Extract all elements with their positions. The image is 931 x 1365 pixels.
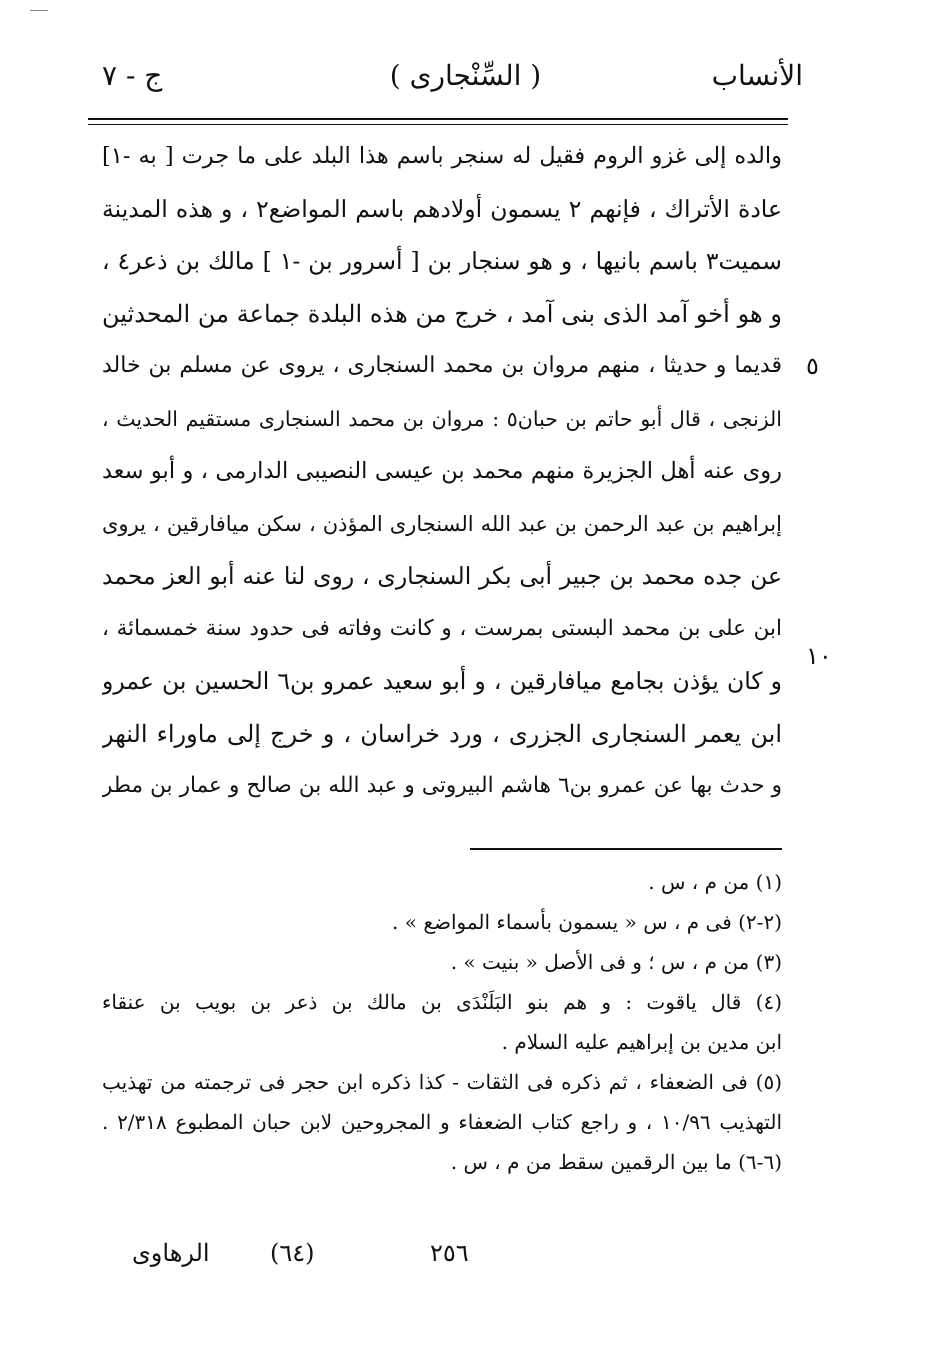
footnote-4: (٤) قال ياقوت : و هم بنو البَلَنْدَى بن مالك بن ذعر بن بويب بن عنقاء bbox=[102, 990, 782, 1014]
footnote-separator bbox=[470, 848, 782, 850]
running-header-volume: ج - ٧ bbox=[102, 59, 163, 92]
page-number: ٢٥٦ bbox=[430, 1239, 469, 1267]
footnote-5-cont: التهذيب ١٠/٩٦ ، و راجع كتاب الضعفاء و المجروحين لابن حبان المطبوع ٢/٣١٨ . bbox=[102, 1110, 782, 1134]
text-line: قديما و حديثا ، منهم مروان بن محمد السنجارى ، يروى عن مسلم بن خالد bbox=[102, 353, 782, 378]
scan-mark bbox=[30, 10, 48, 11]
text-line: ابن يعمر السنجارى الجزرى ، ورد خراسان ، و خرج إلى ماوراء النهر bbox=[102, 719, 782, 748]
text-line: و حدث بها عن عمرو بن٦ هاشم البيروتى و عبد الله بن صالح و عمار بن مطر bbox=[102, 773, 782, 798]
text-line: عادة الأتراك ، فإنهم ٢ يسمون أولادهم باسم المواضع٢ ، و هذه المدينة bbox=[102, 194, 782, 223]
text-line: والده إلى غزو الروم فقيل له سنجر باسم هذا البلد على ما جرت [ به -١] bbox=[102, 143, 782, 169]
text-line: ابن على بن محمد البستى بمرست ، و كانت وفاته فى حدود سنة خمسمائة ، bbox=[102, 615, 782, 641]
footnote-3: (٣) من م ، س ؛ و فى الأصل « بنيت » . bbox=[450, 950, 782, 974]
line-number-5: ٥ bbox=[806, 352, 819, 380]
text-line: إبراهيم بن عبد الرحمن بن عبد الله السنجارى المؤذن ، سكن ميافارقين ، يروى bbox=[102, 511, 782, 536]
main-text bbox=[102, 130, 782, 813]
text-line: سميت٣ باسم بانيها ، و هو سنجار بن [ أسرور بن -١ ] مالك بن ذعر٤ ، bbox=[102, 247, 782, 275]
footnote-4-cont: ابن مدين بن إبراهيم عليه السلام . bbox=[501, 1030, 782, 1054]
text-line: و كان يؤذن بجامع ميافارقين ، و أبو سعيد عمرو بن٦ الحسين بن عمرو bbox=[102, 667, 782, 695]
text-line: الزنجى ، قال أبو حاتم بن حبان٥ : مروان بن محمد السنجارى مستقيم الحديث ، bbox=[102, 406, 782, 431]
footnote-5: (٥) فى الضعفاء ، ثم ذكره فى الثقات - كذا ذكره ابن حجر فى ترجمته من تهذيب bbox=[102, 1070, 782, 1094]
text-line: روى عنه أهل الجزيرة منهم محمد بن عيسى النصيبى الدارمى ، و أبو سعد bbox=[102, 458, 782, 484]
text-line: و هو أخو آمد الذى بنى آمد ، خرج من هذه البلدة جماعة من المحدثين bbox=[102, 299, 782, 328]
text-line: عن جده محمد بن جبير أبى بكر السنجارى ، روى لنا عنه أبو العز محمد bbox=[102, 562, 782, 590]
running-header-book: الأنساب bbox=[711, 59, 803, 92]
header-rule-top bbox=[88, 118, 788, 120]
printer-mark: الرهاوى bbox=[132, 1239, 210, 1267]
line-number-10: ١٠ bbox=[806, 642, 832, 670]
footnote-6: (٦-٦) ما بين الرقمين سقط من م ، س . bbox=[450, 1150, 782, 1174]
sheet-signature: (٦٤) bbox=[270, 1239, 315, 1267]
header-rule-bottom bbox=[88, 124, 788, 125]
footnote-2: (٢-٢) فى م ، س « يسمون بأسماء المواضع » . bbox=[392, 910, 782, 934]
footnotes bbox=[102, 862, 782, 1182]
footnote-1: (١) من م ، س . bbox=[648, 870, 782, 894]
running-header-entry: ( السِّنْجارى ) bbox=[389, 59, 542, 92]
